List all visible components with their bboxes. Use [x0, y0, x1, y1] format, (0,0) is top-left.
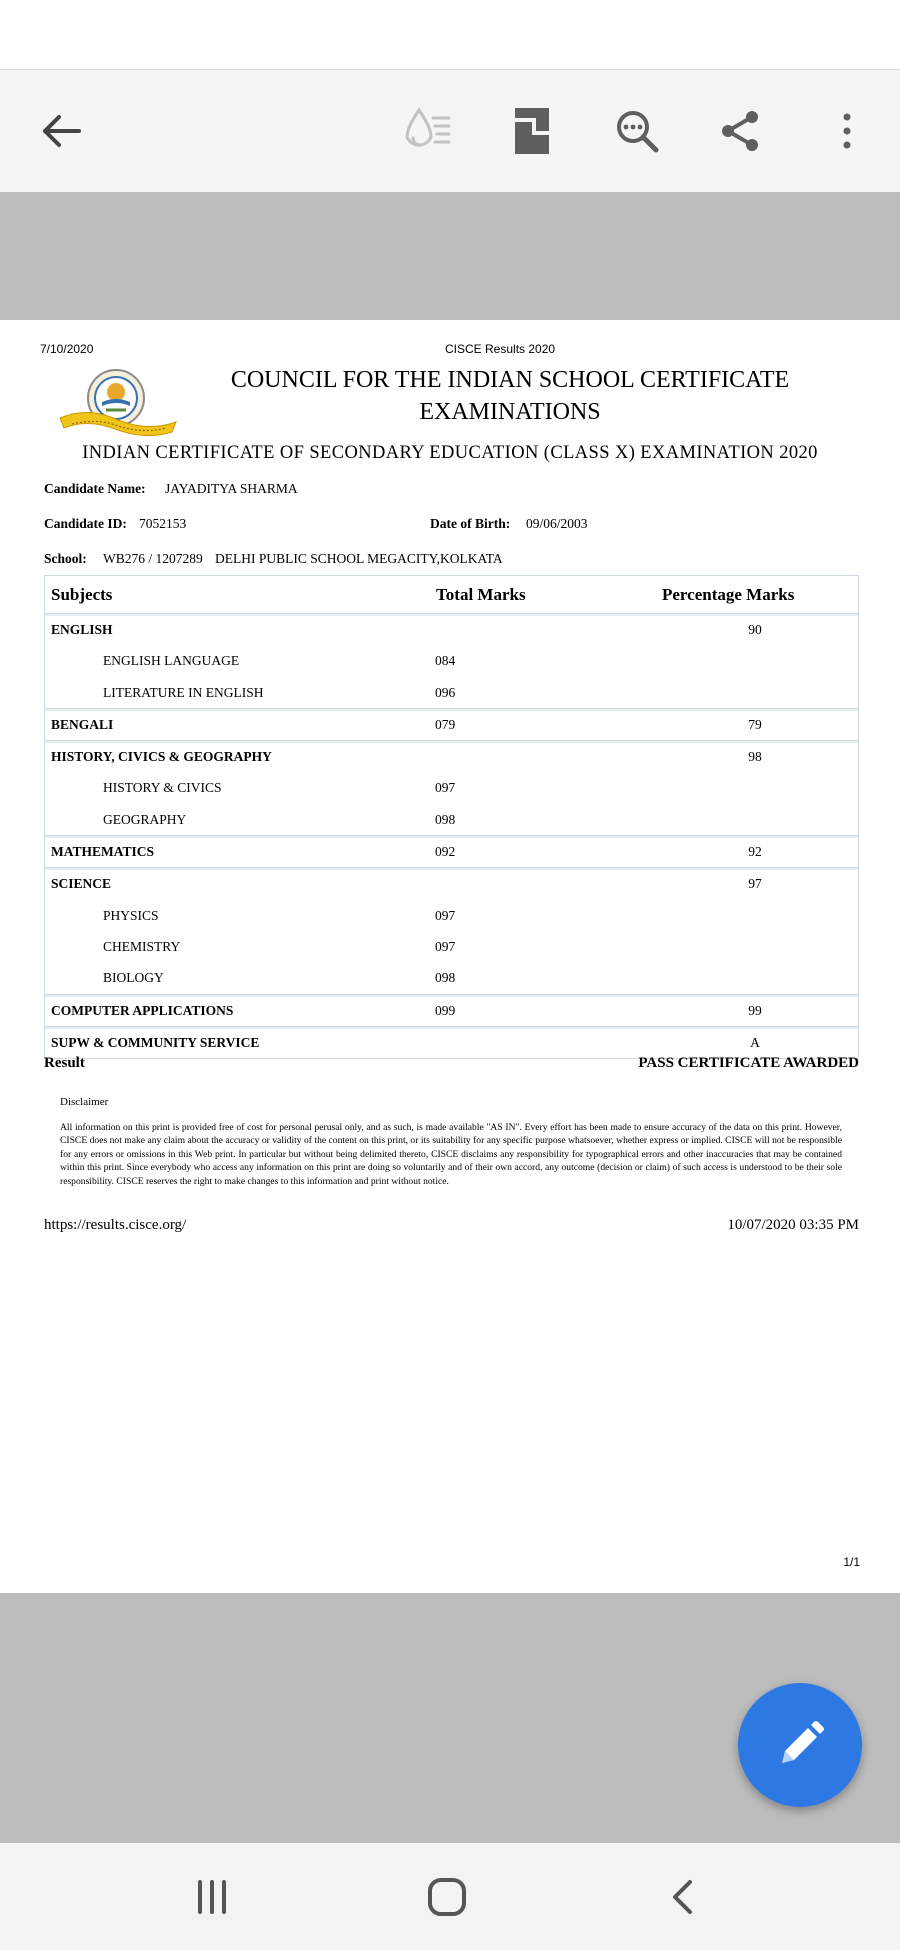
recent-apps-button[interactable]	[180, 1865, 244, 1929]
disclaimer-text: All information on this print is provided free of cost for personal perusal only, and as such, is made available "AS IN". Every effort has been made to ensure accuracy of the data on this print. However, CISCE does not make any claim about the accuracy or validity of the content on this print, or its suitability for any specific purpose whatsoever, whether express or implied. CISCE will not be responsible for any errors or omissions in this Web print. In particular but without being delimited thereto, CISCE disclaims any responsibility for typographical errors and other inaccuracies that may be contained within this print. Since everybody who access any information on this print are doing so voluntarily and of their own accord, any outcome (decision or claim) of such access is understood to be their sole responsibility. CISCE reserves the right to make changes to this information and print without notice.	[60, 1122, 842, 1187]
component-marks: 097	[435, 780, 456, 796]
component-marks: 097	[435, 938, 456, 954]
percentage-marks: 90	[748, 622, 762, 637]
percentage-marks: 79	[748, 716, 762, 732]
percentage-marks: A	[750, 1034, 760, 1050]
table-row	[45, 995, 858, 1026]
subject-name: BENGALI	[51, 716, 114, 732]
table-row	[45, 677, 858, 708]
table-row	[45, 741, 858, 772]
table-row	[45, 931, 858, 962]
component-marks: 097	[435, 907, 456, 923]
percentage-marks: 92	[748, 844, 762, 860]
reading-mode-icon	[399, 104, 453, 158]
result-value: PASS CERTIFICATE AWARDED	[638, 1055, 859, 1071]
page-number: 1/1	[843, 1555, 860, 1569]
percentage-marks: 99	[748, 1002, 762, 1018]
table-header	[44, 575, 859, 614]
result-label: Result	[44, 1055, 85, 1071]
edit-fab-button[interactable]	[738, 1683, 862, 1807]
subject-name: HISTORY, CIVICS & GEOGRAPHY	[51, 749, 272, 765]
print-date: 7/10/2020	[40, 342, 94, 356]
back-button[interactable]	[31, 101, 91, 161]
table-row	[45, 645, 858, 676]
viewer-toolbar	[0, 70, 900, 192]
back-arrow-icon	[39, 113, 83, 149]
exam-title: INDIAN CERTIFICATE OF SECONDARY EDUCATION (CLASS X) EXAMINATION 2020	[82, 443, 818, 463]
total-marks: 092	[435, 844, 456, 860]
viewer-background-top	[0, 192, 900, 320]
percentage-marks: 98	[748, 749, 762, 765]
more-options-icon	[841, 111, 853, 151]
candidate-name: JAYADITYA SHARMA	[165, 481, 298, 496]
table-row	[45, 804, 858, 835]
pdf-page[interactable]	[0, 320, 900, 1593]
cisce-logo	[58, 366, 178, 442]
reading-mode-button[interactable]	[396, 101, 456, 161]
subject-group-english	[44, 614, 859, 709]
council-name: COUNCIL FOR THE INDIAN SCHOOL CERTIFICATE EXAMINATIONS	[230, 367, 790, 425]
dob-label: Date of Birth:	[430, 516, 511, 531]
subject-group-computer	[44, 995, 859, 1027]
disclaimer-title: Disclaimer	[60, 1096, 109, 1108]
header-subjects: Subjects	[51, 585, 113, 604]
subject-name: ENGLISH	[51, 622, 113, 637]
page-layout-icon	[512, 106, 552, 156]
print-title: CISCE Results 2020	[445, 342, 556, 356]
component-name: PHYSICS	[103, 907, 159, 923]
candidate-id: 7052153	[139, 516, 187, 531]
subject-group-bengali	[44, 709, 859, 741]
candidate-name-label: Candidate Name:	[44, 481, 146, 496]
percentage-marks: 97	[748, 876, 762, 892]
component-marks: 096	[435, 684, 456, 700]
total-marks: 079	[435, 716, 456, 732]
school-code: WB276 / 1207289	[103, 551, 203, 566]
component-marks: 098	[435, 811, 456, 827]
subject-name: MATHEMATICS	[51, 844, 155, 860]
nav-back-button[interactable]	[650, 1865, 714, 1929]
status-area	[0, 0, 900, 70]
page-layout-button[interactable]	[502, 101, 562, 161]
subject-group-mathematics	[44, 836, 859, 868]
footer-url[interactable]: https://results.cisce.org/	[44, 1217, 187, 1233]
component-marks: 098	[435, 970, 456, 986]
share-icon	[718, 109, 762, 153]
component-name: LITERATURE IN ENGLISH	[103, 684, 264, 700]
find-icon	[613, 107, 661, 155]
footer-timestamp: 10/07/2020 03:35 PM	[727, 1217, 859, 1233]
subject-name: COMPUTER APPLICATIONS	[51, 1002, 234, 1018]
table-row	[45, 772, 858, 803]
table-row	[45, 836, 858, 867]
table-row	[45, 868, 858, 899]
candidate-id-label: Candidate ID:	[44, 516, 127, 531]
subject-group-science	[44, 868, 859, 994]
component-name: ENGLISH LANGUAGE	[103, 653, 240, 669]
table-row	[45, 709, 858, 740]
component-marks: 084	[435, 653, 456, 669]
subject-name: SUPW & COMMUNITY SERVICE	[51, 1034, 260, 1050]
subject-name: SCIENCE	[51, 876, 112, 892]
component-name: HISTORY & CIVICS	[103, 780, 222, 796]
share-button[interactable]	[710, 101, 770, 161]
dob-value: 09/06/2003	[526, 516, 588, 531]
table-row	[45, 1027, 858, 1058]
home-button[interactable]	[415, 1865, 479, 1929]
more-options-button[interactable]	[817, 101, 877, 161]
marks-table	[44, 575, 859, 1059]
table-row	[45, 614, 858, 645]
total-marks: 099	[435, 1002, 456, 1018]
system-navigation-bar	[0, 1843, 900, 1950]
home-icon	[427, 1877, 467, 1917]
component-name: BIOLOGY	[103, 970, 164, 986]
school-label: School:	[44, 551, 87, 566]
nav-back-icon	[670, 1879, 694, 1915]
header-total-marks: Total Marks	[436, 585, 526, 604]
component-name: CHEMISTRY	[103, 938, 181, 954]
component-name: GEOGRAPHY	[103, 811, 187, 827]
table-row	[45, 900, 858, 931]
edit-pencil-icon	[774, 1719, 826, 1771]
table-row	[45, 962, 858, 993]
school-name: DELHI PUBLIC SCHOOL MEGACITY,KOLKATA	[215, 551, 503, 566]
recent-apps-icon	[194, 1880, 230, 1914]
find-button[interactable]	[607, 101, 667, 161]
subject-group-history	[44, 741, 859, 836]
header-percentage-marks: Percentage Marks	[662, 585, 795, 604]
